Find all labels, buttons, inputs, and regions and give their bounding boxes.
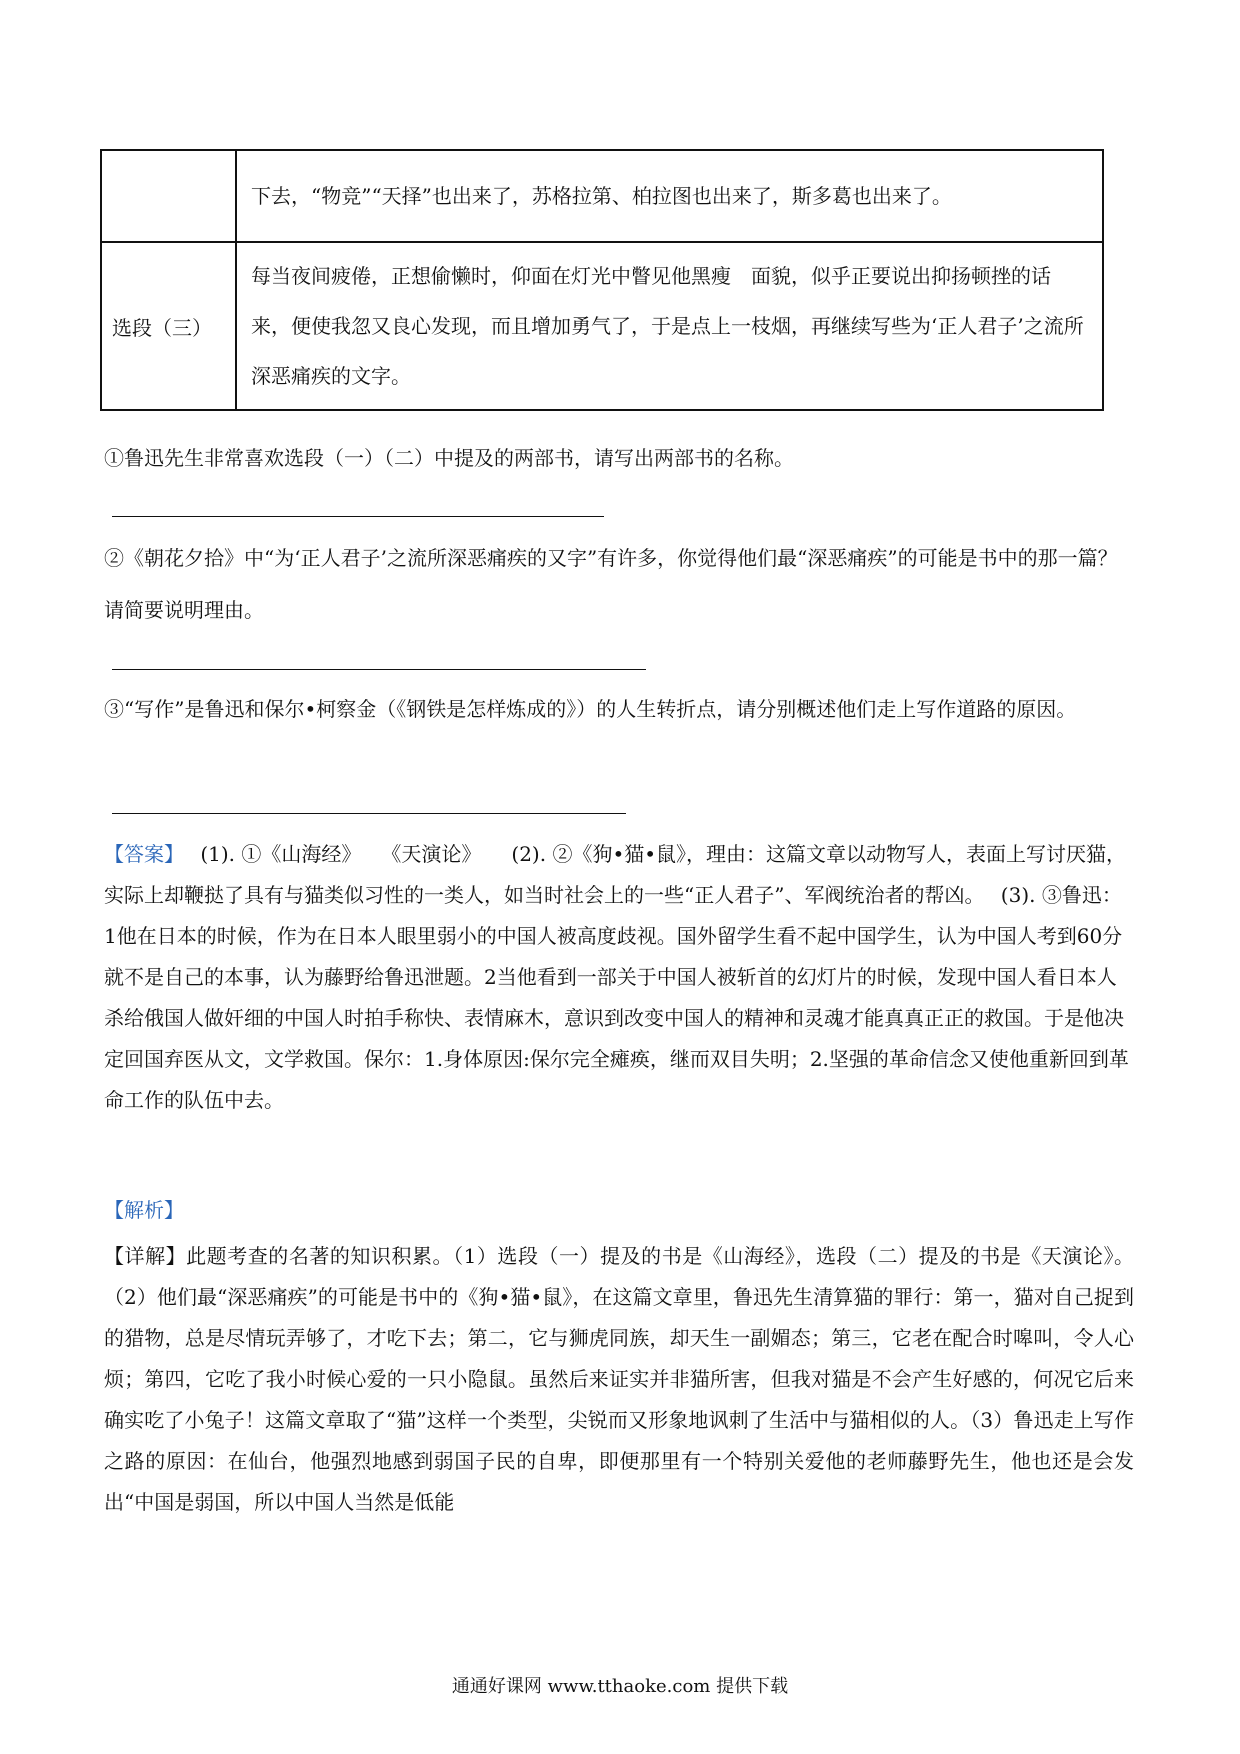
table-row (101, 150, 1103, 242)
excerpt-table (100, 149, 1104, 411)
question-1: ①鲁迅先生非常喜欢选段（一）（二）中提及的两部书，请写出两部书的名称。 (104, 446, 794, 470)
answer-blank-2[interactable] (112, 669, 646, 670)
analysis-detail (104, 1236, 1134, 1523)
answer-blank-1[interactable] (112, 516, 604, 517)
answer-tag: 【答案】 (104, 842, 174, 866)
detail-text: 此题考查的名著的知识积累。（1）选段（一）提及的书是《山海经》，选段（二）提及的书是《天演论》。（2）他们最“深恶痛疾”的可能是书中的《狗•猫•鼠》，在这篇文章里，鲁迅先生清算猫的罪行：第一，猫对自己捉到的猎物，总是尽情玩弄够了，才吃下去；第二，它与狮虎同族，却天生一副媚态；第三，它老在配合时嗥叫，令人心烦；第四，它吃了我小时候心爱的一只小隐鼠。虽然后来证实并非猫所害，但我对猫是不会产生好感的，何况它后来确实吃了小兔子！这篇文章取了“猫”这样一个类型，尖锐而又形象地讽刺了生活中与猫相似的人。（3）鲁迅走上写作之路的原因：在仙台，他强烈地感到弱国子民的自卑，即便那里有一个特别关爱他的老师藤野先生，他也还是会发出“中国是弱国，所以中国人当然是低能 (104, 1244, 1134, 1514)
answer-blank-3[interactable] (112, 813, 626, 814)
question-2: ②《朝花夕拾》中“为‘正人君子’之流所深恶痛疾的又字”有许多，你觉得他们最“深恶痛疾”的可能是书中的那一篇？请简要说明理由。 (104, 546, 1118, 622)
excerpt-label: 选段（三） (101, 242, 236, 410)
table-row (101, 242, 1103, 410)
footer-source: 通通好课网 www.tthaoke.com 提供下载 (451, 1676, 789, 1697)
answer-section (104, 834, 1134, 1121)
answer-body: (1). ①《山海经》 《天演论》 (2). ②《狗•猫•鼠》，理由：这篇文章以动物写人，表面上写讨厌猫，实际上却鞭挞了具有与猫类似习性的一类人，如当时社会上的一些“正人君子”、军阀统治者的帮凶。 (3). ③鲁迅：1他在日本的时候，作为在日本人眼里弱小的中国人被高度歧视。国外留学生看不起中国学生，认为中国人考到60分就不是自己的本事，认为藤野给鲁迅泄题。2当他看到一部关于中国人被斩首的幻灯片的时候，发现中国人看日本人杀给俄国人做奸细的中国人时拍手称快、表情麻木，意识到改变中国人的精神和灵魂才能真真正正的救国。于是他决定回国弃医从文，文学救国。保尔：1.身体原因:保尔完全瘫痪，继而双目失明；2.坚强的革命信念又使他重新回到革命工作的队伍中去。 (104, 842, 1129, 1112)
excerpt-label (101, 150, 236, 242)
question-3: ③“写作”是鲁迅和保尔•柯察金（《钢铁是怎样炼成的》）的人生转折点，请分别概述他们走上写作道路的原因。 (104, 697, 1077, 721)
detail-tag: 【详解】 (104, 1244, 187, 1268)
analysis-tag: 【解析】 (104, 1198, 184, 1222)
excerpt-text: 每当夜间疲倦，正想偷懒时，仰面在灯光中瞥见他黑瘦 面貌，似乎正要说出抑扬顿挫的话来，便使我忽又良心发现，而且增加勇气了，于是点上一枝烟，再继续写些为‘正人君子’之流所深恶痛疾的文字。 (236, 242, 1103, 410)
excerpt-text: 下去，“物竞”“天择”也出来了，苏格拉第、柏拉图也出来了，斯多葛也出来了。 (236, 150, 1103, 242)
